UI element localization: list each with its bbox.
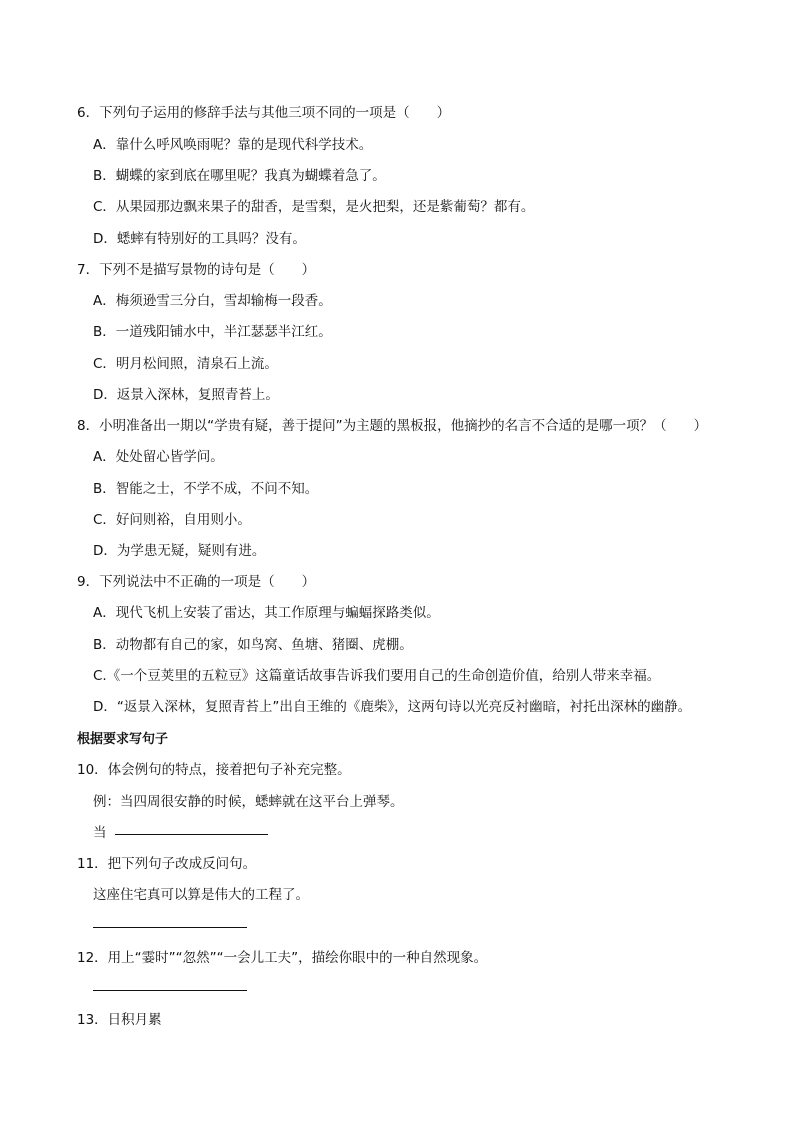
- section-heading: 根据要求写句子: [77, 732, 169, 747]
- question-9-stem: 9．下列说法中不正确的一项是（ ）: [77, 574, 316, 590]
- question-9-option-c: C.《一个豆荚里的五粒豆》这篇童话故事告诉我们要用自己的生命创造价值，给别人带来幸福。: [93, 668, 661, 684]
- question-6-option-c: C．从果园那边飘来果子的甜香，是雪梨，是火把梨，还是紫葡萄？都有。: [93, 199, 535, 215]
- question-9-option-b: B．动物都有自己的家，如鸟窝、鱼塘、猪圈、虎棚。: [93, 637, 413, 653]
- question-11-sentence: 这座住宅真可以算是伟大的工程了。: [93, 887, 309, 903]
- question-7-stem: 7．下列不是描写景物的诗句是（ ）: [77, 262, 316, 278]
- question-8-option-b: B．智能之士，不学不成，不问不知。: [93, 481, 319, 497]
- question-6-option-d: D．蟋蟀有特别好的工具吗？没有。: [93, 231, 306, 247]
- question-10-example: 例：当四周很安静的时候，蟋蟀就在这平台上弹琴。: [93, 794, 404, 810]
- question-11-stem: 11．把下列句子改成反问句。: [77, 856, 257, 872]
- question-12-stem: 12．用上“霎时”“忽然”“一会儿工夫”，描绘你眼中的一种自然现象。: [77, 950, 488, 966]
- question-12-answer-blank[interactable]: [93, 990, 247, 991]
- question-8-option-d: D．为学患无疑，疑则有进。: [93, 543, 266, 559]
- question-6-option-a: A．靠什么呼风唤雨呢？靠的是现代科学技术。: [93, 137, 373, 153]
- question-7-option-a: A．梅须逊雪三分白，雪却输梅一段香。: [93, 293, 332, 309]
- question-8-stem: 8．小明准备出一期以“学贵有疑，善于提问”为主题的黑板报，他摘抄的名言不合适的是哪一项？（ ）: [77, 418, 708, 434]
- question-9-option-a: A．现代飞机上安装了雷达，其工作原理与蝙蝠探路类似。: [93, 605, 440, 621]
- question-6-stem: 6．下列句子运用的修辞手法与其他三项不同的一项是（ ）: [77, 105, 451, 121]
- question-9-option-d: D．“返景入深林，复照青苔上”出自王维的《鹿柴》，这两句诗以光亮反衬幽暗，衬托出深林的幽静。: [93, 699, 692, 715]
- question-10-stem: 10．体会例句的特点，接着把句子补充完整。: [77, 762, 351, 778]
- question-7-option-d: D．返景入深林，复照青苔上。: [93, 387, 279, 403]
- question-6-option-b: B．蝴蝶的家到底在哪里呢？我真为蝴蝶着急了。: [93, 168, 386, 184]
- question-10-answer-blank[interactable]: [115, 834, 268, 835]
- question-8-option-a: A．处处留心皆学问。: [93, 449, 224, 465]
- question-11-answer-blank[interactable]: [93, 927, 247, 928]
- question-13-stem: 13．日积月累: [77, 1012, 162, 1028]
- question-10-prefix: 当: [93, 825, 107, 841]
- question-7-option-c: C．明月松间照，清泉石上流。: [93, 356, 278, 372]
- question-8-option-c: C．好问则裕，自用则小。: [93, 512, 251, 528]
- question-7-option-b: B．一道残阳铺水中，半江瑟瑟半江红。: [93, 324, 332, 340]
